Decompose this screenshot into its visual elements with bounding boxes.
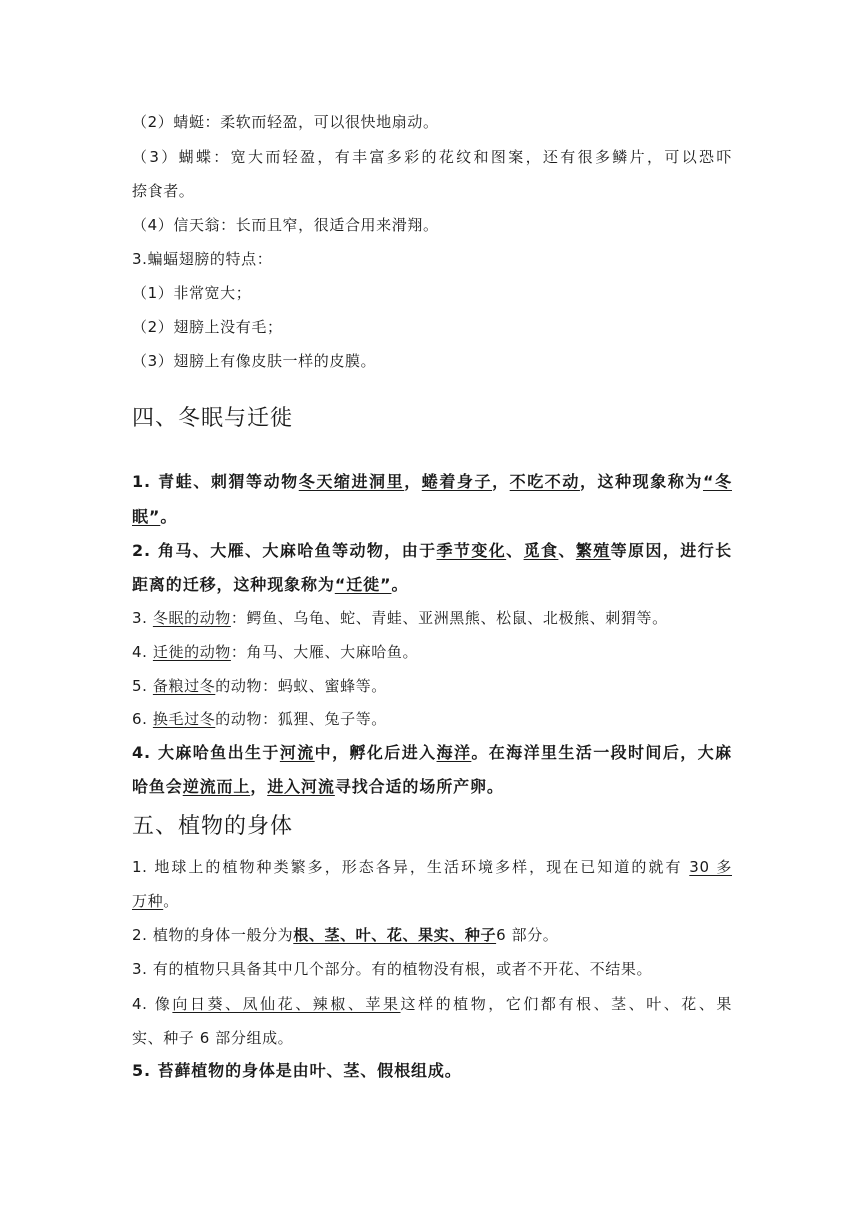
salmon-line-2: 哈鱼会逆流而上，进入河流寻找合适的场所产卵。 bbox=[132, 777, 504, 796]
dragonfly-wing-line: （2）蜻蜓：柔软而轻盈，可以很快地扇动。 bbox=[132, 113, 439, 131]
migration-definition-line-2: 距离的迁移，这种现象称为“迁徙”。 bbox=[132, 575, 409, 594]
bat-wing-point-3: （3）翅膀上有像皮肤一样的皮膜。 bbox=[132, 352, 377, 370]
section-heading-hibernation-migration: 四、冬眠与迁徙 bbox=[132, 406, 294, 431]
moss-plants-line: 5. 苔藓植物的身体是由叶、茎、假根组成。 bbox=[132, 1061, 462, 1080]
plant-species-line-2: 万种。 bbox=[132, 892, 179, 910]
food-storing-animals-line: 5. 备粮过冬的动物：蚂蚁、蜜蜂等。 bbox=[132, 677, 387, 695]
hibernation-definition-line-2: 眠”。 bbox=[132, 507, 178, 526]
full-plants-line-2: 实、种子 6 部分组成。 bbox=[132, 1029, 294, 1047]
albatross-wing-line: （4）信天翁：长而且窄，很适合用来滑翔。 bbox=[132, 216, 439, 234]
plant-parts-line: 2. 植物的身体一般分为根、茎、叶、花、果实、种子6 部分。 bbox=[132, 926, 559, 944]
hibernating-animals-line: 3. 冬眠的动物：鳄鱼、乌龟、蛇、青蛙、亚洲黑熊、松鼠、北极熊、刺猬等。 bbox=[132, 609, 668, 627]
butterfly-wing-line: （3）蝴蝶：宽大而轻盈，有丰富多彩的花纹和图案，还有很多鳞片，可以恐吓 bbox=[132, 148, 732, 166]
butterfly-wing-line-cont: 捺食者。 bbox=[132, 182, 195, 200]
hibernation-definition-line-1: 1. 青蛙、刺猬等动物冬天缩进洞里，蜷着身子，不吃不动，这种现象称为“冬 bbox=[132, 472, 732, 491]
migration-definition-line-1: 2. 角马、大雁、大麻哈鱼等动物，由于季节变化、觅食、繁殖等原因，进行长 bbox=[132, 541, 733, 560]
fur-changing-animals-line: 6. 换毛过冬的动物：狐狸、兔子等。 bbox=[132, 710, 387, 728]
plant-species-line-1: 1. 地球上的植物种类繁多，形态各异，生活环境多样，现在已知道的就有 30 多 bbox=[132, 858, 732, 876]
section-heading-plant-body: 五、植物的身体 bbox=[132, 814, 294, 839]
bat-wing-point-1: （1）非常宽大； bbox=[132, 284, 252, 302]
partial-plants-line: 3. 有的植物只具备其中几个部分。有的植物没有根，或者不开花、不结果。 bbox=[132, 960, 653, 978]
bat-wing-title: 3.蝙蝠翅膀的特点： bbox=[132, 250, 273, 268]
salmon-line-1: 4. 大麻哈鱼出生于河流中，孵化后进入海洋。在海洋里生活一段时间后，大麻 bbox=[132, 743, 732, 762]
bat-wing-point-2: （2）翅膀上没有毛； bbox=[132, 318, 283, 336]
migrating-animals-line: 4. 迁徙的动物：角马、大雁、大麻哈鱼。 bbox=[132, 643, 419, 661]
full-plants-line-1: 4. 像向日葵、凤仙花、辣椒、苹果这样的植物，它们都有根、茎、叶、花、果 bbox=[132, 995, 733, 1013]
